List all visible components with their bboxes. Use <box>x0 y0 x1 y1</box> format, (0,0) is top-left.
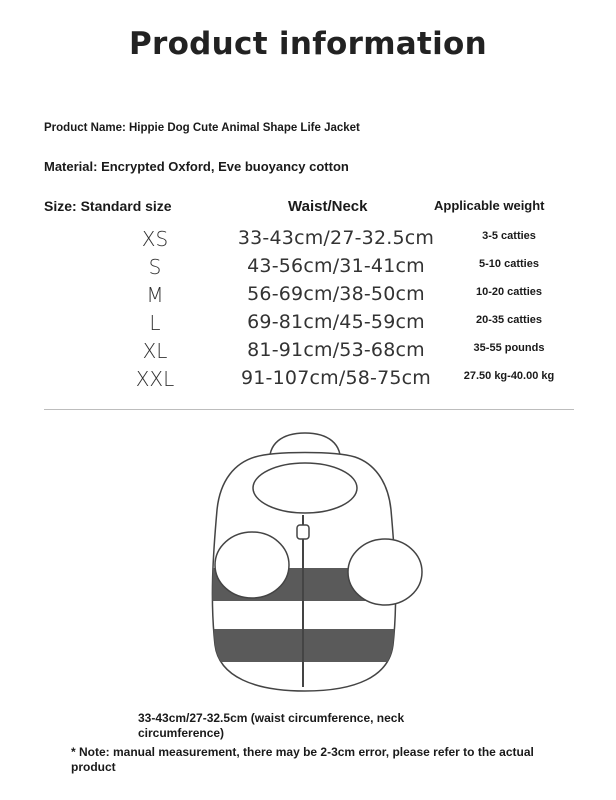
product-name: Product Name: Hippie Dog Cute Animal Shape Life Jacket <box>44 122 360 134</box>
weight-value: 27.50 kg-40.00 kg <box>463 370 555 382</box>
header-applicable-weight: Applicable weight <box>434 198 545 213</box>
size-label: M <box>146 283 164 307</box>
weight-value: 3-5 catties <box>482 230 536 242</box>
waist-neck-value: 43-56cm/31-41cm <box>247 255 425 277</box>
size-label: S <box>148 255 162 279</box>
section-divider <box>44 409 574 410</box>
weight-value: 10-20 catties <box>475 286 543 298</box>
size-row-s <box>0 255 616 283</box>
material-line: Material: Encrypted Oxford, Eve buoyancy cotton <box>44 159 349 174</box>
right-float-pad <box>348 539 422 605</box>
size-row-xxl <box>0 367 616 395</box>
size-caption: 33-43cm/27-32.5cm (waist circumference, neck circumference) <box>138 711 405 740</box>
weight-value: 20-35 catties <box>475 314 543 326</box>
size-row-xl <box>0 339 616 367</box>
waist-neck-value: 81-91cm/53-68cm <box>247 339 425 361</box>
reflective-stripe-bottom <box>195 629 435 662</box>
size-label: L <box>149 311 161 335</box>
waist-neck-value: 33-43cm/27-32.5cm <box>237 227 435 249</box>
header-size: Size: Standard size <box>44 198 172 214</box>
life-jacket-illustration <box>195 425 435 705</box>
weight-value: 35-55 pounds <box>473 342 545 354</box>
waist-neck-value: 56-69cm/38-50cm <box>247 283 425 305</box>
waist-neck-value: 69-81cm/45-59cm <box>247 311 425 333</box>
size-row-m <box>0 283 616 311</box>
size-row-xs <box>0 227 616 255</box>
size-row-l <box>0 311 616 339</box>
weight-value: 5-10 catties <box>479 258 539 270</box>
left-float-pad <box>215 532 289 598</box>
size-label: XL <box>142 339 168 363</box>
zipper-pull <box>297 525 309 539</box>
header-waist-neck: Waist/Neck <box>288 198 368 215</box>
size-label: XXL <box>135 367 175 391</box>
neck-opening <box>253 463 357 513</box>
size-label: XS <box>141 227 169 251</box>
measurement-note: * Note: manual measurement, there may be 2-3cm error, please refer to the actual product <box>71 745 534 774</box>
page-title: Product information <box>128 26 488 62</box>
waist-neck-value: 91-107cm/58-75cm <box>240 367 432 389</box>
